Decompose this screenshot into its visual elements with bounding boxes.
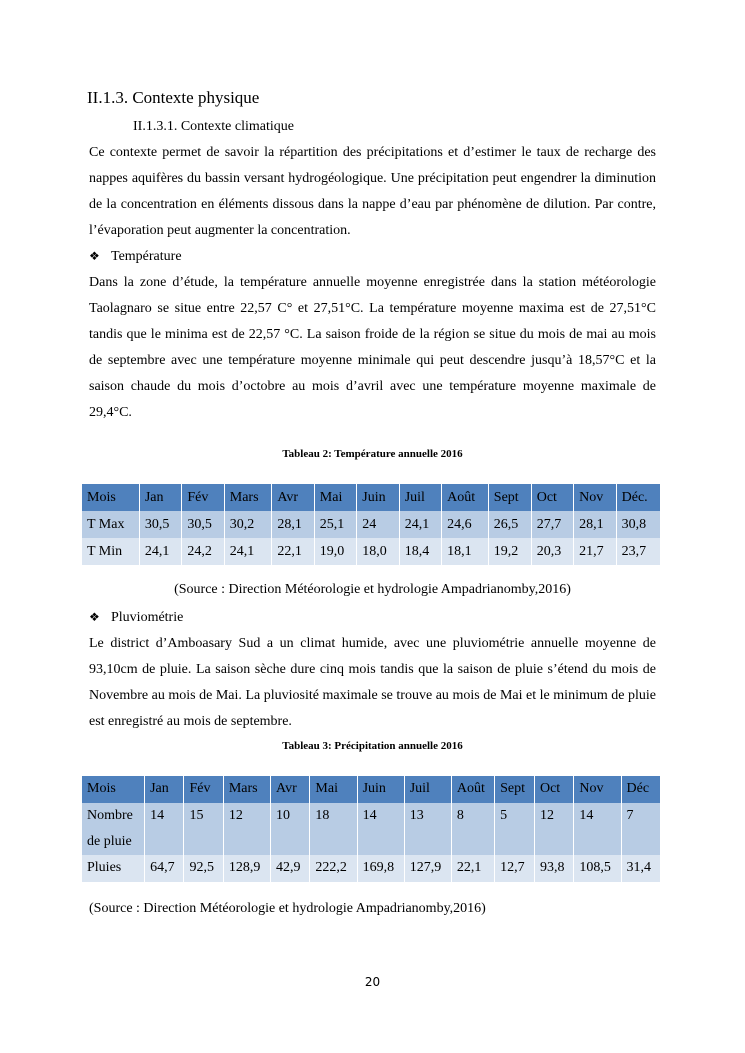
table-header-cell: Mars bbox=[224, 484, 272, 511]
table-cell: 10 bbox=[271, 803, 310, 855]
table-cell: 23,7 bbox=[616, 538, 660, 565]
table-cell: 14 bbox=[574, 803, 621, 855]
table-header-cell: Mois bbox=[82, 484, 139, 511]
table-cell-row-label bbox=[82, 803, 145, 855]
diamond-bullet-icon: ❖ bbox=[89, 249, 100, 263]
table-header-cell: Fév bbox=[184, 776, 223, 803]
table-cell: 12,7 bbox=[495, 855, 535, 882]
subsection-heading: II.1.3.1. Contexte climatique bbox=[133, 119, 294, 134]
pluviometrie-source: (Source : Direction Météorologie et hydrologie Ampadrianomby,2016) bbox=[89, 901, 486, 916]
pluviometrie-paragraph: Le district d’Amboasary Sud a un climat humide, avec une pluviométrie annuelle moyenne de 93,10cm de pluie. La saison sèche dure cinq mois tandis que la saison de pluie s’étend du mois de Novembre au mois de Mai. La pluviosité maximale se trouve au mois de Mai et le minimum de pluie est enregistré au mois de septembre. bbox=[89, 636, 656, 729]
table-header-cell: Nov bbox=[574, 484, 616, 511]
table-cell: T Min bbox=[82, 538, 139, 565]
table-cell: 20,3 bbox=[531, 538, 573, 565]
pluviometrie-bullet bbox=[89, 610, 183, 626]
table-cell: 14 bbox=[357, 803, 404, 855]
table-cell: 21,7 bbox=[574, 538, 616, 565]
table-cell: 92,5 bbox=[184, 855, 223, 882]
diamond-bullet-icon: ❖ bbox=[89, 610, 100, 624]
table-cell: 18,4 bbox=[399, 538, 441, 565]
table-cell: 169,8 bbox=[357, 855, 404, 882]
table-header-cell: Fév bbox=[182, 484, 224, 511]
table-cell: 19,2 bbox=[488, 538, 531, 565]
table-header-cell: Mai bbox=[310, 776, 357, 803]
table-cell: 24,2 bbox=[182, 538, 224, 565]
table-cell: 30,5 bbox=[139, 511, 181, 538]
table-cell: 18 bbox=[310, 803, 357, 855]
table-header-cell: Oct bbox=[534, 776, 573, 803]
table-cell: 24 bbox=[357, 511, 399, 538]
table-row bbox=[82, 538, 661, 565]
table-cell: 222,2 bbox=[310, 855, 357, 882]
table-cell: 93,8 bbox=[534, 855, 573, 882]
table-header-cell: Déc. bbox=[616, 484, 660, 511]
temperature-bullet bbox=[89, 249, 182, 265]
table-header-cell: Mars bbox=[223, 776, 270, 803]
table-cell: T Max bbox=[82, 511, 139, 538]
table-header-cell: Nov bbox=[574, 776, 621, 803]
table-header-cell: Jan bbox=[145, 776, 184, 803]
page-number: 20 bbox=[364, 975, 381, 989]
table-header-cell: Août bbox=[451, 776, 494, 803]
table-cell: 31,4 bbox=[621, 855, 660, 882]
table-header-cell: Mai bbox=[314, 484, 356, 511]
temperature-table-caption: Tableau 2: Température annuelle 2016 bbox=[282, 448, 463, 460]
precipitation-table bbox=[82, 776, 661, 882]
table-cell: 42,9 bbox=[271, 855, 310, 882]
table-header-cell: Juin bbox=[357, 776, 404, 803]
pluviometrie-table-caption: Tableau 3: Précipitation annuelle 2016 bbox=[282, 740, 463, 752]
table-cell: 26,5 bbox=[488, 511, 531, 538]
table-header-cell: Avr bbox=[272, 484, 314, 511]
pluviometrie-bullet-label: Pluviométrie bbox=[111, 610, 184, 625]
table-header-cell: Avr bbox=[271, 776, 310, 803]
table-cell: 5 bbox=[495, 803, 535, 855]
table-cell: 108,5 bbox=[574, 855, 621, 882]
temperature-paragraph: Dans la zone d’étude, la température annuelle moyenne enregistrée dans la station météorologie Taolagnaro se situe entre 22,57 C° et 27,51°C. La température moyenne maxima est de 27,51°C tandis que le minima est de 22,57 °C. La saison froide de la région se situe du mois de mai au mois de septembre avec une température moyenne minimale qui peut descendre jusqu’à 18,57°C et la saison chaude du mois d’octobre au mois d’avril avec une température moyenne maximale de 29,4°C. bbox=[89, 275, 656, 420]
table-header-cell: Août bbox=[442, 484, 489, 511]
table-cell: 30,5 bbox=[182, 511, 224, 538]
table-header-cell: Juin bbox=[357, 484, 399, 511]
table-header-cell: Déc bbox=[621, 776, 660, 803]
table-cell: 22,1 bbox=[272, 538, 314, 565]
table-cell: 22,1 bbox=[451, 855, 494, 882]
table-cell: 19,0 bbox=[314, 538, 356, 565]
row-label-line: Nombre bbox=[87, 808, 133, 823]
table-cell: 128,9 bbox=[223, 855, 270, 882]
table-cell: 127,9 bbox=[404, 855, 451, 882]
table-cell: 64,7 bbox=[145, 855, 184, 882]
table-cell: 13 bbox=[404, 803, 451, 855]
table-header-cell: Oct bbox=[531, 484, 573, 511]
temperature-table bbox=[82, 484, 661, 565]
intro-paragraph: Ce contexte permet de savoir la répartition des précipitations et d’estimer le taux de recharge des nappes aquifères du bassin versant hydrogéologique. Une précipitation peut engendrer la diminution de la concentration en éléments dissous dans la nappe d’eau par phénomène de dilution. Par contre, l’évaporation peut augmenter la concentration. bbox=[89, 145, 656, 238]
table-cell: 24,1 bbox=[139, 538, 181, 565]
table-cell: Pluies bbox=[82, 855, 145, 882]
table-header-row bbox=[82, 484, 661, 511]
table-row bbox=[82, 803, 661, 855]
table-cell: 7 bbox=[621, 803, 660, 855]
table-cell: 18,0 bbox=[357, 538, 399, 565]
table-header-cell: Juil bbox=[404, 776, 451, 803]
table-cell: 30,2 bbox=[224, 511, 272, 538]
table-cell: 18,1 bbox=[442, 538, 489, 565]
table-row bbox=[82, 511, 661, 538]
table-cell: 12 bbox=[534, 803, 573, 855]
section-heading: II.1.3. Contexte physique bbox=[87, 88, 260, 107]
table-cell: 30,8 bbox=[616, 511, 660, 538]
table-header-cell: Sept bbox=[495, 776, 535, 803]
table-cell: 24,1 bbox=[224, 538, 272, 565]
temperature-source: (Source : Direction Météorologie et hydrologie Ampadrianomby,2016) bbox=[174, 582, 571, 597]
table-cell: 24,1 bbox=[399, 511, 441, 538]
table-cell: 15 bbox=[184, 803, 223, 855]
table-cell: 28,1 bbox=[574, 511, 616, 538]
table-cell: 25,1 bbox=[314, 511, 356, 538]
table-cell: 28,1 bbox=[272, 511, 314, 538]
temperature-bullet-label: Température bbox=[111, 249, 182, 264]
table-header-cell: Juil bbox=[399, 484, 441, 511]
table-row bbox=[82, 855, 661, 882]
table-cell: 27,7 bbox=[531, 511, 573, 538]
table-header-row bbox=[82, 776, 661, 803]
table-header-cell: Sept bbox=[488, 484, 531, 511]
table-header-cell: Jan bbox=[139, 484, 181, 511]
row-label-line: de pluie bbox=[87, 834, 132, 849]
table-cell: 14 bbox=[145, 803, 184, 855]
table-cell: 12 bbox=[223, 803, 270, 855]
table-cell: 8 bbox=[451, 803, 494, 855]
table-cell: 24,6 bbox=[442, 511, 489, 538]
table-header-cell: Mois bbox=[82, 776, 145, 803]
